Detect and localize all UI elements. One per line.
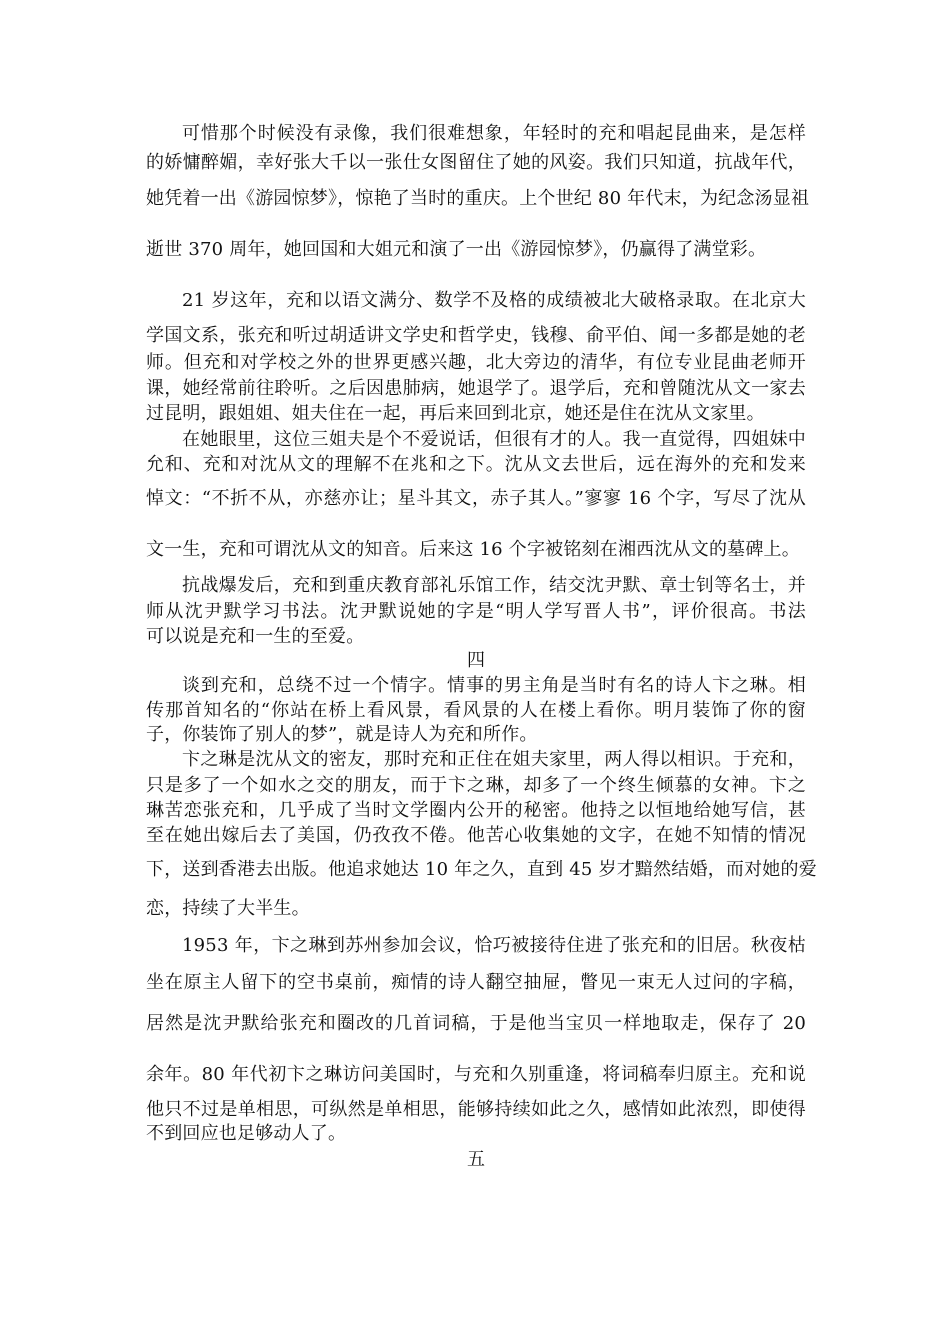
paragraph-line: 悼文：“不折不从，亦慈亦让；星斗其文，赤子其人。”寥寥 16 个字，写尽了沈从 xyxy=(146,488,806,509)
paragraph-line: 坐在原主人留下的空书桌前，痴情的诗人翻空抽屉，瞥见一束无人过问的字稿， xyxy=(146,972,806,993)
section-heading: 四 xyxy=(467,650,485,671)
paragraph-line: 余年。80 年代初卞之琳访问美国时，与充和久别重逢，将词稿奉归原主。充和说 xyxy=(146,1064,806,1085)
paragraph-line: 卞之琳是沈从文的密友，那时充和正住在姐夫家里，两人得以相识。于充和， xyxy=(182,749,806,770)
paragraph-line: 子，你装饰了别人的梦”，就是诗人为充和所作。 xyxy=(146,724,538,745)
paragraph-line: 师从沈尹默学习书法。沈尹默说她的字是“明人学写晋人书”，评价很高。书法 xyxy=(146,601,806,622)
paragraph-line: 抗战爆发后，充和到重庆教育部礼乐馆工作，结交沈尹默、章士钊等名士，并 xyxy=(182,575,806,596)
paragraph-line: 不到回应也足够动人了。 xyxy=(146,1123,347,1144)
paragraph-line: 文一生，充和可谓沈从文的知音。后来这 16 个字被铭刻在湘西沈从文的墓碑上。 xyxy=(146,539,800,560)
paragraph-line: 逝世 370 周年，她回国和大姐元和演了一出《游园惊梦》，仍赢得了满堂彩。 xyxy=(146,239,767,260)
paragraph-line: 1953 年，卞之琳到苏州参加会议，恰巧被接待住进了张充和的旧居。秋夜枯 xyxy=(182,935,806,956)
paragraph-line: 下，送到香港去出版。他追求她达 10 年之久，直到 45 岁才黯然结婚，而对她的爱 xyxy=(146,859,817,880)
paragraph-line: 过昆明，跟姐姐、姐夫住在一起，再后来回到北京，她还是住在沈从文家里。 xyxy=(146,403,765,424)
paragraph-line: 可惜那个时候没有录像，我们很难想象，年轻时的充和唱起昆曲来，是怎样 xyxy=(182,123,806,144)
paragraph-line: 可以说是充和一生的至爱。 xyxy=(146,626,365,647)
paragraph-line: 学国文系，张充和听过胡适讲文学史和哲学史，钱穆、俞平伯、闻一多都是她的老 xyxy=(146,325,806,346)
section-heading: 五 xyxy=(467,1149,485,1170)
paragraph-line: 的娇慵醉媚，幸好张大千以一张仕女图留住了她的风姿。我们只知道，抗战年代， xyxy=(146,152,806,173)
paragraph-line: 居然是沈尹默给张充和圈改的几首词稿，于是他当宝贝一样地取走，保存了 20 xyxy=(146,1013,806,1034)
paragraph-line: 师。但充和对学校之外的世界更感兴趣，北大旁边的清华，有位专业昆曲老师开 xyxy=(146,352,806,373)
paragraph-line: 她凭着一出《游园惊梦》，惊艳了当时的重庆。上个世纪 80 年代末，为纪念汤显祖 xyxy=(146,188,810,209)
paragraph-line: 允和、充和对沈从文的理解不在兆和之下。沈从文去世后，远在海外的充和发来 xyxy=(146,454,806,475)
paragraph-line: 琳苦恋张充和，几乎成了当时文学圈内公开的秘密。他持之以恒地给她写信，甚 xyxy=(146,800,806,821)
paragraph-line: 恋，持续了大半生。 xyxy=(146,898,310,919)
paragraph-line: 传那首知名的“你站在桥上看风景，看风景的人在楼上看你。明月装饰了你的窗 xyxy=(146,700,806,721)
paragraph-line: 谈到充和，总绕不过一个情字。情事的男主角是当时有名的诗人卞之琳。相 xyxy=(182,675,806,696)
paragraph-line: 在她眼里，这位三姐夫是个不爱说话，但很有才的人。我一直觉得，四姐妹中 xyxy=(182,429,806,450)
paragraph-line: 课，她经常前往聆听。之后因患肺病，她退学了。退学后，充和曾随沈从文一家去 xyxy=(146,378,806,399)
paragraph-line: 至在她出嫁后去了美国，仍孜孜不倦。他苦心收集她的文字，在她不知情的情况 xyxy=(146,825,806,846)
paragraph-line: 他只不过是单相思，可纵然是单相思，能够持续如此之久，感情如此浓烈，即使得 xyxy=(146,1099,806,1120)
paragraph-line: 只是多了一个如水之交的朋友，而于卞之琳，却多了一个终生倾慕的女神。卞之 xyxy=(146,775,806,796)
paragraph-line: 21 岁这年，充和以语文满分、数学不及格的成绩被北大破格录取。在北京大 xyxy=(182,290,806,311)
